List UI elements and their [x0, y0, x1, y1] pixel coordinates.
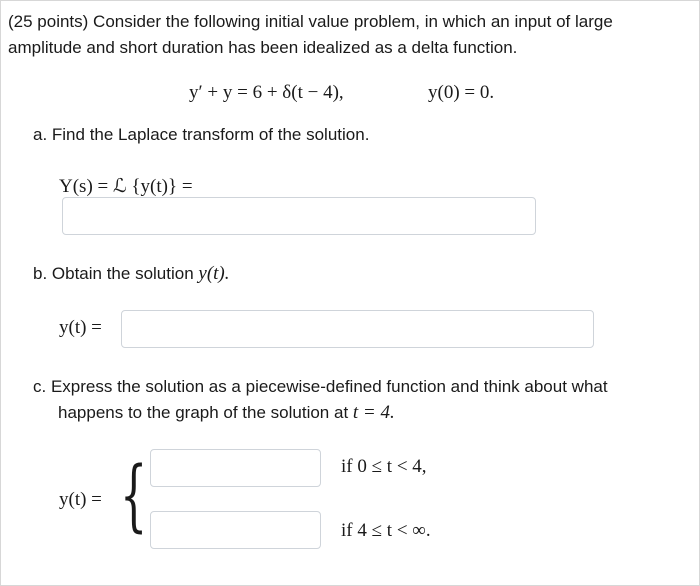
piecewise-brace: { [120, 451, 148, 541]
piecewise-case1-input[interactable] [150, 449, 321, 487]
part-c-label: y(t) = [59, 489, 102, 510]
solution-input[interactable] [121, 310, 594, 348]
laplace-transform-input[interactable] [62, 197, 536, 235]
part-c-prompt-line2-math: t = 4. [352, 402, 395, 423]
part-c-prompt-line1: c. Express the solution as a piecewise-defined function and think about what [33, 377, 608, 396]
initial-condition: y(0) = 0. [428, 82, 495, 103]
piecewise-case1-condition: if 0 ≤ t < 4, [341, 456, 427, 477]
part-b-prompt [33, 263, 230, 285]
part-a-prompt: a. Find the Laplace transform of the solution. [33, 125, 370, 144]
problem-intro-line2: amplitude and short duration has been idealized as a delta function. [8, 38, 518, 57]
differential-equation: y′ + y = 6 + δ(t − 4), [189, 82, 344, 103]
part-b-prompt-text: b. Obtain the solution [33, 264, 199, 283]
part-c-prompt-line2-text: happens to the graph of the solution at [58, 403, 353, 422]
problem-intro-line1: (25 points) Consider the following initial value problem, in which an input of large [8, 12, 613, 31]
part-a-label: Y(s) = ℒ {y(t)} = [59, 176, 193, 197]
part-b-prompt-math: y(t). [198, 263, 230, 284]
part-c-prompt-line2 [58, 402, 395, 424]
piecewise-case2-condition: if 4 ≤ t < ∞. [341, 520, 431, 541]
part-b-label: y(t) = [59, 317, 102, 338]
piecewise-case2-input[interactable] [150, 511, 321, 549]
